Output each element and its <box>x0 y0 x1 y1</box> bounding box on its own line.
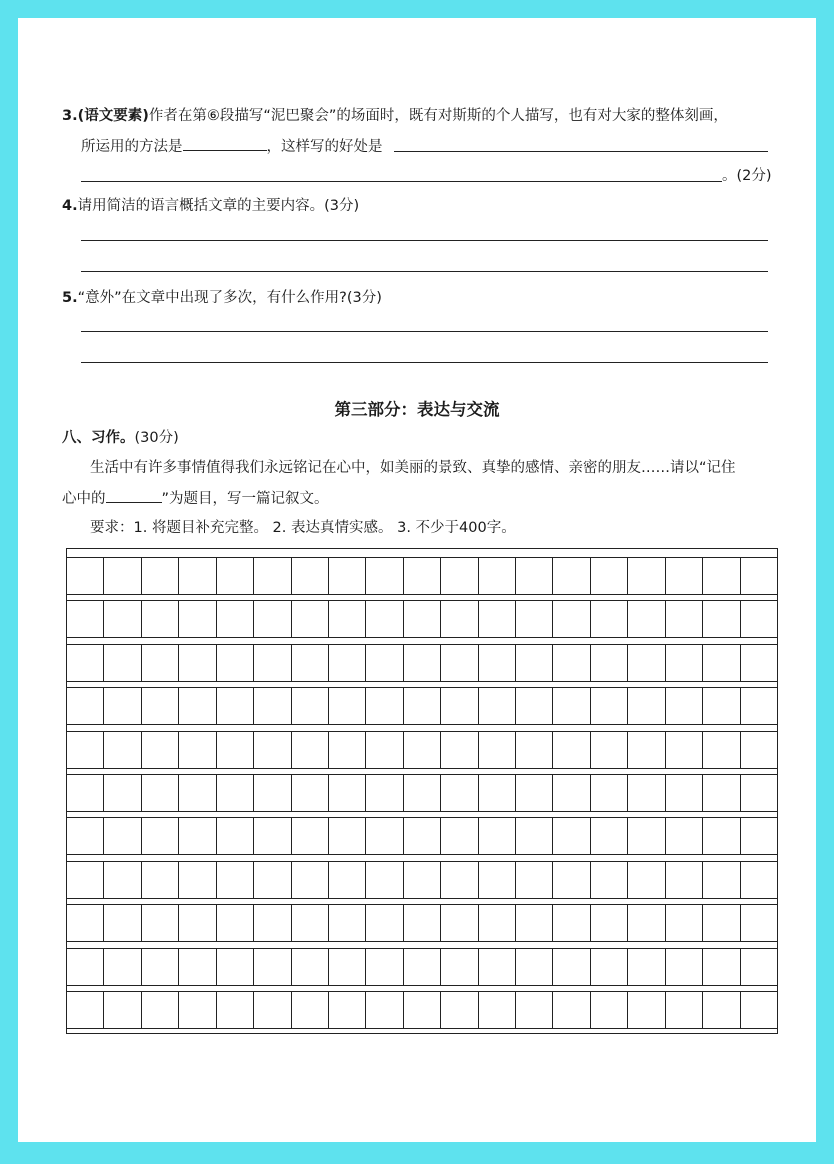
grid-cell[interactable] <box>741 992 777 1028</box>
grid-cell[interactable] <box>553 862 590 898</box>
grid-cell[interactable] <box>292 775 329 811</box>
grid-cell[interactable] <box>741 732 777 768</box>
question-3-text: 作者在第⑥段描写“泥巴聚会”的场面时，既有对斯斯的个人描写，也有对大家的整体刻画， <box>148 108 728 124</box>
grid-cell[interactable] <box>292 732 329 768</box>
question-5-text: “意外”在文章中出现了多次，有什么作用?(3分) <box>77 290 382 306</box>
grid-cell[interactable] <box>628 905 665 941</box>
grid-cell[interactable] <box>329 905 366 941</box>
grid-cell[interactable] <box>179 992 216 1028</box>
question-4-answer-line-2[interactable] <box>81 271 768 272</box>
grid-cell[interactable] <box>741 775 777 811</box>
grid-cell[interactable] <box>329 862 366 898</box>
grid-cell[interactable] <box>553 732 590 768</box>
question-4-text: 请用简洁的语言概括文章的主要内容。(3分) <box>77 198 360 214</box>
grid-cell[interactable] <box>67 732 104 768</box>
grid-row <box>67 861 777 899</box>
question-5 <box>62 288 382 308</box>
grid-cell[interactable] <box>479 558 516 594</box>
grid-cell[interactable] <box>217 905 254 941</box>
grid-cell[interactable] <box>179 775 216 811</box>
grid-cell[interactable] <box>666 818 703 854</box>
essay-points: (30分) <box>134 430 179 446</box>
essay-requirements: 要求：1. 将题目补充完整。 2. 表达真情实感。 3. 不少于400字。 <box>90 520 516 536</box>
grid-cell[interactable] <box>479 905 516 941</box>
grid-cell[interactable] <box>179 558 216 594</box>
question-3-line2 <box>81 136 383 157</box>
grid-cell[interactable] <box>553 688 590 724</box>
grid-cell[interactable] <box>703 645 740 681</box>
grid-cell[interactable] <box>404 775 441 811</box>
grid-row <box>67 817 777 855</box>
grid-cell[interactable] <box>104 688 141 724</box>
grid-cell[interactable] <box>404 558 441 594</box>
grid-cell[interactable] <box>67 688 104 724</box>
grid-cell[interactable] <box>67 601 104 637</box>
grid-cell[interactable] <box>479 688 516 724</box>
grid-cell[interactable] <box>179 645 216 681</box>
grid-cell[interactable] <box>142 732 179 768</box>
grid-cell[interactable] <box>104 905 141 941</box>
grid-cell[interactable] <box>179 818 216 854</box>
grid-cell[interactable] <box>366 558 403 594</box>
grid-row <box>67 731 777 769</box>
grid-cell[interactable] <box>142 645 179 681</box>
question-3-method-blank[interactable] <box>183 136 267 151</box>
grid-cell[interactable] <box>666 732 703 768</box>
grid-cell[interactable] <box>179 732 216 768</box>
grid-cell[interactable] <box>217 601 254 637</box>
grid-cell[interactable] <box>516 949 553 985</box>
grid-cell[interactable] <box>666 949 703 985</box>
grid-cell[interactable] <box>479 992 516 1028</box>
question-3-line1 <box>62 106 728 126</box>
grid-cell[interactable] <box>628 992 665 1028</box>
grid-cell[interactable] <box>628 732 665 768</box>
grid-cell[interactable] <box>741 645 777 681</box>
question-4-number: 4. <box>62 198 78 214</box>
grid-cell[interactable] <box>366 775 403 811</box>
grid-row <box>67 600 777 638</box>
essay-prompt-suffix: ”为题目，写一篇记叙文。 <box>161 491 329 507</box>
grid-cell[interactable] <box>591 818 628 854</box>
grid-cell[interactable] <box>479 601 516 637</box>
section-title: 第三部分：表达与交流 <box>334 400 500 419</box>
grid-cell[interactable] <box>666 992 703 1028</box>
grid-cell[interactable] <box>666 601 703 637</box>
grid-cell[interactable] <box>104 732 141 768</box>
grid-cell[interactable] <box>441 645 478 681</box>
grid-cell[interactable] <box>591 732 628 768</box>
grid-cell[interactable] <box>292 862 329 898</box>
question-5-answer-line-1[interactable] <box>81 331 768 332</box>
grid-cell[interactable] <box>254 905 291 941</box>
grid-cell[interactable] <box>404 645 441 681</box>
grid-cell[interactable] <box>366 688 403 724</box>
grid-cell[interactable] <box>553 818 590 854</box>
grid-cell[interactable] <box>628 949 665 985</box>
grid-cell[interactable] <box>703 905 740 941</box>
grid-cell[interactable] <box>366 645 403 681</box>
grid-cell[interactable] <box>217 949 254 985</box>
grid-cell[interactable] <box>591 775 628 811</box>
essay-heading <box>62 428 179 448</box>
grid-cell[interactable] <box>741 558 777 594</box>
grid-cell[interactable] <box>217 775 254 811</box>
grid-cell[interactable] <box>479 818 516 854</box>
grid-cell[interactable] <box>104 992 141 1028</box>
grid-cell[interactable] <box>703 732 740 768</box>
grid-cell[interactable] <box>404 732 441 768</box>
grid-cell[interactable] <box>666 862 703 898</box>
grid-cell[interactable] <box>366 905 403 941</box>
grid-cell[interactable] <box>366 601 403 637</box>
grid-cell[interactable] <box>703 992 740 1028</box>
grid-cell[interactable] <box>217 558 254 594</box>
grid-cell[interactable] <box>591 905 628 941</box>
grid-cell[interactable] <box>292 688 329 724</box>
grid-cell[interactable] <box>67 558 104 594</box>
essay-heading-label: 八、习作。 <box>62 430 135 446</box>
grid-cell[interactable] <box>741 818 777 854</box>
grid-cell[interactable] <box>703 949 740 985</box>
grid-cell[interactable] <box>329 949 366 985</box>
grid-cell[interactable] <box>254 558 291 594</box>
grid-row <box>67 687 777 725</box>
grid-cell[interactable] <box>142 818 179 854</box>
grid-cell[interactable] <box>329 992 366 1028</box>
grid-cell[interactable] <box>479 775 516 811</box>
grid-cell[interactable] <box>179 905 216 941</box>
grid-cell[interactable] <box>104 949 141 985</box>
grid-cell[interactable] <box>104 775 141 811</box>
grid-cell[interactable] <box>516 818 553 854</box>
grid-cell[interactable] <box>366 732 403 768</box>
grid-cell[interactable] <box>441 775 478 811</box>
grid-cell[interactable] <box>553 775 590 811</box>
grid-cell[interactable] <box>404 688 441 724</box>
grid-cell[interactable] <box>591 558 628 594</box>
grid-cell[interactable] <box>404 601 441 637</box>
grid-cell[interactable] <box>666 558 703 594</box>
grid-cell[interactable] <box>292 818 329 854</box>
grid-cell[interactable] <box>67 949 104 985</box>
grid-cell[interactable] <box>628 645 665 681</box>
question-3-benefit-blank[interactable] <box>394 151 768 152</box>
grid-cell[interactable] <box>666 645 703 681</box>
question-4 <box>62 196 359 216</box>
grid-cell[interactable] <box>292 905 329 941</box>
grid-cell[interactable] <box>703 862 740 898</box>
grid-cell[interactable] <box>217 732 254 768</box>
grid-cell[interactable] <box>553 992 590 1028</box>
grid-cell[interactable] <box>741 905 777 941</box>
grid-cell[interactable] <box>366 818 403 854</box>
grid-cell[interactable] <box>254 992 291 1028</box>
grid-cell[interactable] <box>441 949 478 985</box>
grid-cell[interactable] <box>441 905 478 941</box>
grid-cell[interactable] <box>591 949 628 985</box>
question-5-number: 5. <box>62 290 78 306</box>
grid-row <box>67 774 777 812</box>
grid-cell[interactable] <box>329 558 366 594</box>
grid-cell[interactable] <box>142 949 179 985</box>
grid-cell[interactable] <box>516 601 553 637</box>
grid-cell[interactable] <box>479 862 516 898</box>
grid-cell[interactable] <box>516 688 553 724</box>
grid-cell[interactable] <box>628 862 665 898</box>
grid-cell[interactable] <box>516 732 553 768</box>
grid-cell[interactable] <box>217 862 254 898</box>
grid-row <box>67 948 777 986</box>
grid-cell[interactable] <box>516 775 553 811</box>
grid-cell[interactable] <box>479 645 516 681</box>
grid-row <box>67 644 777 682</box>
grid-cell[interactable] <box>254 601 291 637</box>
grid-cell[interactable] <box>666 775 703 811</box>
grid-row <box>67 904 777 942</box>
question-3-tag: (语文要素) <box>77 108 149 124</box>
grid-cell[interactable] <box>292 992 329 1028</box>
grid-cell[interactable] <box>254 775 291 811</box>
grid-cell[interactable] <box>516 862 553 898</box>
grid-cell[interactable] <box>703 818 740 854</box>
grid-cell[interactable] <box>666 905 703 941</box>
grid-cell[interactable] <box>553 601 590 637</box>
grid-cell[interactable] <box>292 558 329 594</box>
grid-cell[interactable] <box>329 775 366 811</box>
grid-cell[interactable] <box>104 558 141 594</box>
grid-cell[interactable] <box>67 992 104 1028</box>
grid-cell[interactable] <box>441 601 478 637</box>
grid-cell[interactable] <box>142 905 179 941</box>
grid-cell[interactable] <box>404 992 441 1028</box>
grid-cell[interactable] <box>591 862 628 898</box>
grid-cell[interactable] <box>179 601 216 637</box>
grid-cell[interactable] <box>179 949 216 985</box>
grid-row <box>67 991 777 1029</box>
essay-prompt-line1: 生活中有许多事情值得我们永远铭记在心中，如美丽的景致、真挚的感情、亲密的朋友……请以“记住 <box>90 460 736 476</box>
grid-cell[interactable] <box>591 645 628 681</box>
grid-cell[interactable] <box>591 601 628 637</box>
writing-grid[interactable] <box>66 548 778 1034</box>
grid-cell[interactable] <box>516 992 553 1028</box>
grid-row <box>67 557 777 595</box>
grid-cell[interactable] <box>366 949 403 985</box>
grid-cell[interactable] <box>479 949 516 985</box>
grid-cell[interactable] <box>366 862 403 898</box>
grid-cell[interactable] <box>741 862 777 898</box>
grid-cell[interactable] <box>217 688 254 724</box>
grid-cell[interactable] <box>254 818 291 854</box>
grid-cell[interactable] <box>142 775 179 811</box>
grid-cell[interactable] <box>703 688 740 724</box>
grid-cell[interactable] <box>741 688 777 724</box>
grid-cell[interactable] <box>329 818 366 854</box>
grid-cell[interactable] <box>179 862 216 898</box>
grid-cell[interactable] <box>292 601 329 637</box>
grid-cell[interactable] <box>628 775 665 811</box>
grid-cell[interactable] <box>591 688 628 724</box>
grid-cell[interactable] <box>666 688 703 724</box>
exam-paper <box>18 18 816 1142</box>
grid-cell[interactable] <box>441 862 478 898</box>
grid-cell[interactable] <box>741 601 777 637</box>
question-3-method-label: 所运用的方法是 <box>81 139 183 155</box>
grid-cell[interactable] <box>104 601 141 637</box>
grid-cell[interactable] <box>254 688 291 724</box>
grid-cell[interactable] <box>553 905 590 941</box>
grid-cell[interactable] <box>516 558 553 594</box>
grid-cell[interactable] <box>292 645 329 681</box>
grid-cell[interactable] <box>628 688 665 724</box>
grid-cell[interactable] <box>628 558 665 594</box>
grid-cell[interactable] <box>217 992 254 1028</box>
grid-cell[interactable] <box>516 905 553 941</box>
grid-cell[interactable] <box>142 558 179 594</box>
grid-cell[interactable] <box>628 601 665 637</box>
question-3-benefit-label: ，这样写的好处是 <box>266 139 383 155</box>
grid-cell[interactable] <box>292 949 329 985</box>
grid-cell[interactable] <box>553 645 590 681</box>
grid-cell[interactable] <box>254 732 291 768</box>
grid-cell[interactable] <box>254 862 291 898</box>
question-3-end: 。(2分) <box>722 168 772 184</box>
grid-cell[interactable] <box>404 905 441 941</box>
grid-cell[interactable] <box>329 645 366 681</box>
grid-cell[interactable] <box>591 992 628 1028</box>
essay-prompt-prefix: 心中的 <box>62 491 106 507</box>
grid-cell[interactable] <box>741 949 777 985</box>
grid-cell[interactable] <box>142 601 179 637</box>
essay-title-blank[interactable] <box>106 488 162 503</box>
question-3-number: 3. <box>62 108 78 124</box>
grid-cell[interactable] <box>404 862 441 898</box>
question-5-answer-line-2[interactable] <box>81 362 768 363</box>
grid-cell[interactable] <box>553 949 590 985</box>
grid-cell[interactable] <box>441 818 478 854</box>
grid-cell[interactable] <box>67 862 104 898</box>
grid-cell[interactable] <box>104 818 141 854</box>
grid-cell[interactable] <box>479 732 516 768</box>
grid-cell[interactable] <box>329 732 366 768</box>
grid-cell[interactable] <box>254 949 291 985</box>
grid-cell[interactable] <box>329 601 366 637</box>
grid-cell[interactable] <box>628 818 665 854</box>
grid-cell[interactable] <box>67 818 104 854</box>
grid-cell[interactable] <box>366 992 403 1028</box>
grid-cell[interactable] <box>104 862 141 898</box>
grid-cell[interactable] <box>142 862 179 898</box>
grid-cell[interactable] <box>703 601 740 637</box>
grid-cell[interactable] <box>404 818 441 854</box>
grid-cell[interactable] <box>441 732 478 768</box>
grid-cell[interactable] <box>703 558 740 594</box>
grid-cell[interactable] <box>67 645 104 681</box>
grid-cell[interactable] <box>404 949 441 985</box>
grid-cell[interactable] <box>516 645 553 681</box>
grid-cell[interactable] <box>104 645 141 681</box>
grid-cell[interactable] <box>441 688 478 724</box>
grid-cell[interactable] <box>441 558 478 594</box>
grid-cell[interactable] <box>67 905 104 941</box>
grid-cell[interactable] <box>67 775 104 811</box>
grid-cell[interactable] <box>142 992 179 1028</box>
grid-cell[interactable] <box>703 775 740 811</box>
question-4-answer-line-1[interactable] <box>81 240 768 241</box>
grid-cell[interactable] <box>553 558 590 594</box>
grid-cell[interactable] <box>329 688 366 724</box>
grid-cell[interactable] <box>254 645 291 681</box>
essay-prompt-line2 <box>62 488 329 509</box>
grid-cell[interactable] <box>142 688 179 724</box>
question-3-answer-line[interactable] <box>81 181 722 182</box>
grid-cell[interactable] <box>217 818 254 854</box>
grid-cell[interactable] <box>217 645 254 681</box>
grid-cell[interactable] <box>441 992 478 1028</box>
grid-cell[interactable] <box>179 688 216 724</box>
